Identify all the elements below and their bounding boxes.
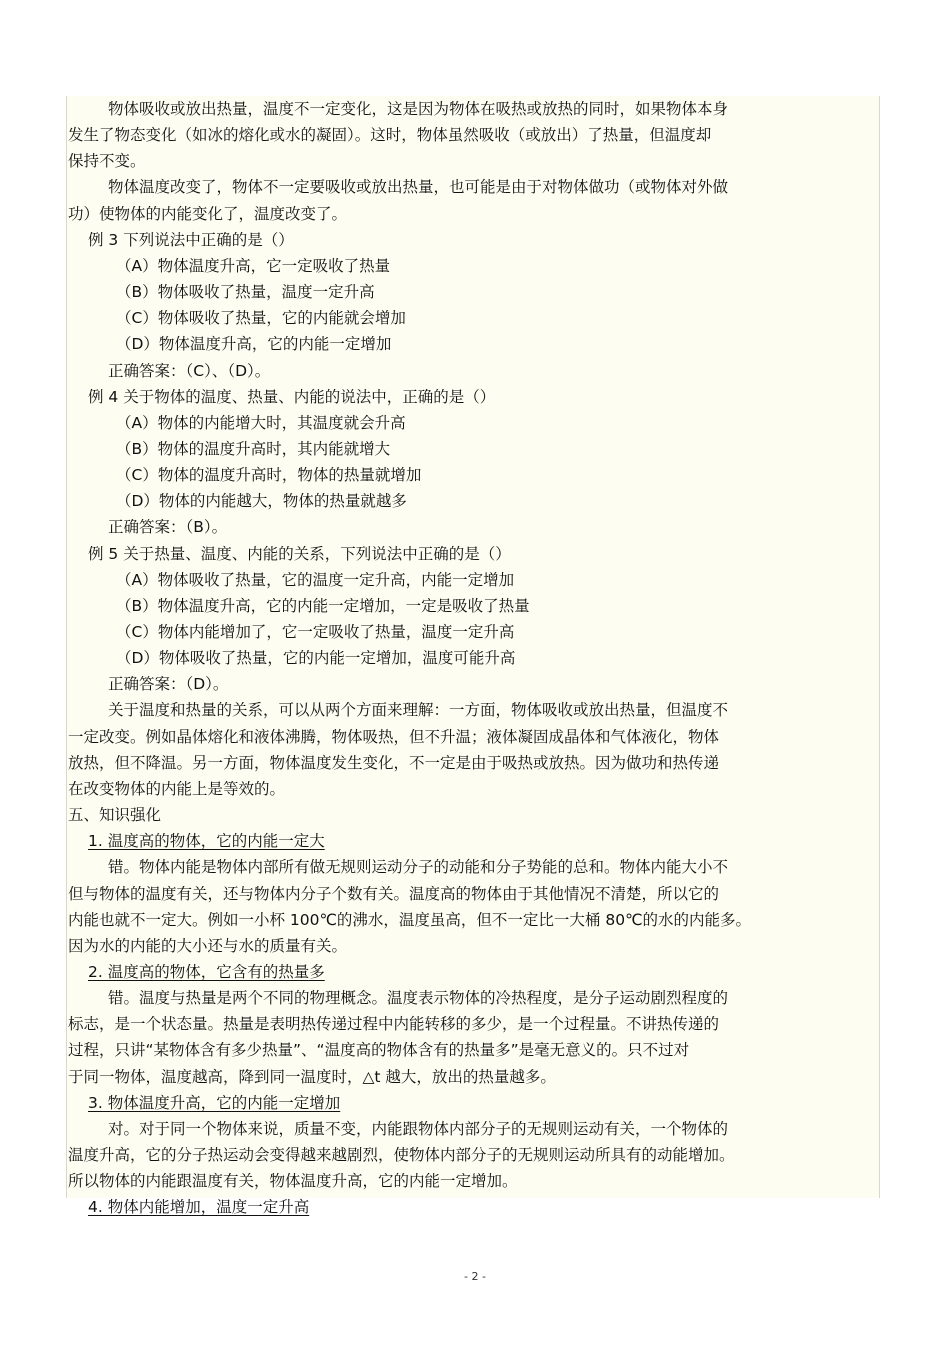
text-line: 所以物体的内能跟温度有关，物体温度升高，它的内能一定增加。 [68, 1172, 518, 1191]
text-line: 五、知识强化 [68, 806, 162, 825]
text-line: 于同一物体，温度越高，降到同一温度时，△t 越大，放出的热量越多。 [68, 1067, 556, 1086]
text-line: （A）物体吸收了热量，它的温度一定升高，内能一定增加 [116, 570, 515, 589]
text-line: 例 5 关于热量、温度、内能的关系，下列说法中正确的是（） [88, 544, 511, 563]
text-line: 例 3 下列说法中正确的是（） [88, 230, 294, 249]
text-line: 内能也就不一定大。例如一小杯 100℃的沸水，温度虽高，但不一定比一大桶 80℃的水的内能多。 [68, 910, 751, 929]
text-line: 对。对于同一个物体来说，质量不变，内能跟物体内部分子的无规则运动有关，一个物体的 [108, 1119, 729, 1138]
section-heading: 3. 物体温度升高，它的内能一定增加 [88, 1093, 341, 1112]
text-line: （B）物体吸收了热量，温度一定升高 [116, 283, 375, 302]
section-heading: 2. 温度高的物体，它含有的热量多 [88, 962, 325, 981]
text-line: 标志，是一个状态量。热量是表明热传递过程中内能转移的多少，是一个过程量。不讲热传递的 [68, 1015, 720, 1034]
text-line: 过程，只讲“某物体含有多少热量”、“温度高的物体含有的热量多”是毫无意义的。只不过对 [68, 1041, 690, 1060]
section-heading: 4. 物体内能增加，温度一定升高 [88, 1198, 310, 1217]
text-line: 一定改变。例如晶体熔化和液体沸腾，物体吸热，但不升温；液体凝固成晶体和气体液化，物体 [68, 727, 720, 746]
text-line: 功）使物体的内能变化了，温度改变了。 [68, 204, 348, 223]
text-line: （C）物体的温度升高时，物体的热量就增加 [116, 466, 422, 485]
text-line: 关于温度和热量的关系，可以从两个方面来理解：一方面，物体吸收或放出热量，但温度不 [108, 701, 729, 720]
text-line: 物体吸收或放出热量，温度不一定变化，这是因为物体在吸热或放热的同时，如果物体本身 [108, 100, 729, 118]
text-line: 错。温度与热量是两个不同的物理概念。温度表示物体的冷热程度，是分子运动剧烈程度的 [108, 989, 729, 1008]
text-line: （A）物体的内能增大时，其温度就会升高 [116, 413, 406, 432]
text-line: 错。物体内能是物体内部所有做无规则运动分子的动能和分子势能的总和。物体内能大小不 [108, 858, 729, 877]
text-line: （B）物体的温度升高时，其内能就增大 [116, 439, 391, 458]
text-line: （D）物体的内能越大，物体的热量就越多 [116, 492, 407, 511]
text-line: 正确答案：（B）。 [108, 518, 228, 537]
section-heading: 1. 温度高的物体，它的内能一定大 [88, 832, 325, 851]
text-line: 发生了物态变化（如冰的熔化或水的凝固）。这时，物体虽然吸收（或放出）了热量，但温度却 [68, 126, 712, 145]
text-line: 保持不变。 [68, 152, 146, 171]
page-number: - 2 - [464, 1270, 486, 1283]
text-line: 放热，但不降温。另一方面，物体温度发生变化，不一定是由于吸热或放热。因为做功和热传递 [68, 753, 720, 772]
text-line: 正确答案：（D）。 [108, 675, 229, 694]
text-line: 但与物体的温度有关，还与物体内分子个数有关。温度高的物体由于其他情况不清楚，所以它的 [68, 884, 720, 903]
text-line: （C）物体吸收了热量，它的内能就会增加 [116, 309, 406, 328]
text-line: （C）物体内能增加了，它一定吸收了热量，温度一定升高 [116, 623, 515, 641]
text-line: （A）物体温度升高，它一定吸收了热量 [116, 256, 391, 275]
text-line: 物体温度改变了，物体不一定要吸收或放出热量，也可能是由于对物体做功（或物体对外做 [108, 178, 729, 197]
text-line: 温度升高，它的分子热运动会变得越来越剧烈，使物体内部分子的无规则运动所具有的动能增加。 [68, 1146, 735, 1164]
text-line: （B）物体温度升高，它的内能一定增加，一定是吸收了热量 [116, 596, 530, 615]
text-line: 正确答案：（C）、（D）。 [108, 361, 271, 380]
text-line: 例 4 关于物体的温度、热量、内能的说法中，正确的是（） [88, 387, 496, 406]
text-line: 在改变物体的内能上是等效的。 [68, 779, 286, 798]
text-line: 因为水的内能的大小还与水的质量有关。 [68, 936, 348, 955]
text-line: （D）物体吸收了热量，它的内能一定增加，温度可能升高 [116, 649, 516, 668]
text-line: （D）物体温度升高，它的内能一定增加 [116, 335, 392, 354]
